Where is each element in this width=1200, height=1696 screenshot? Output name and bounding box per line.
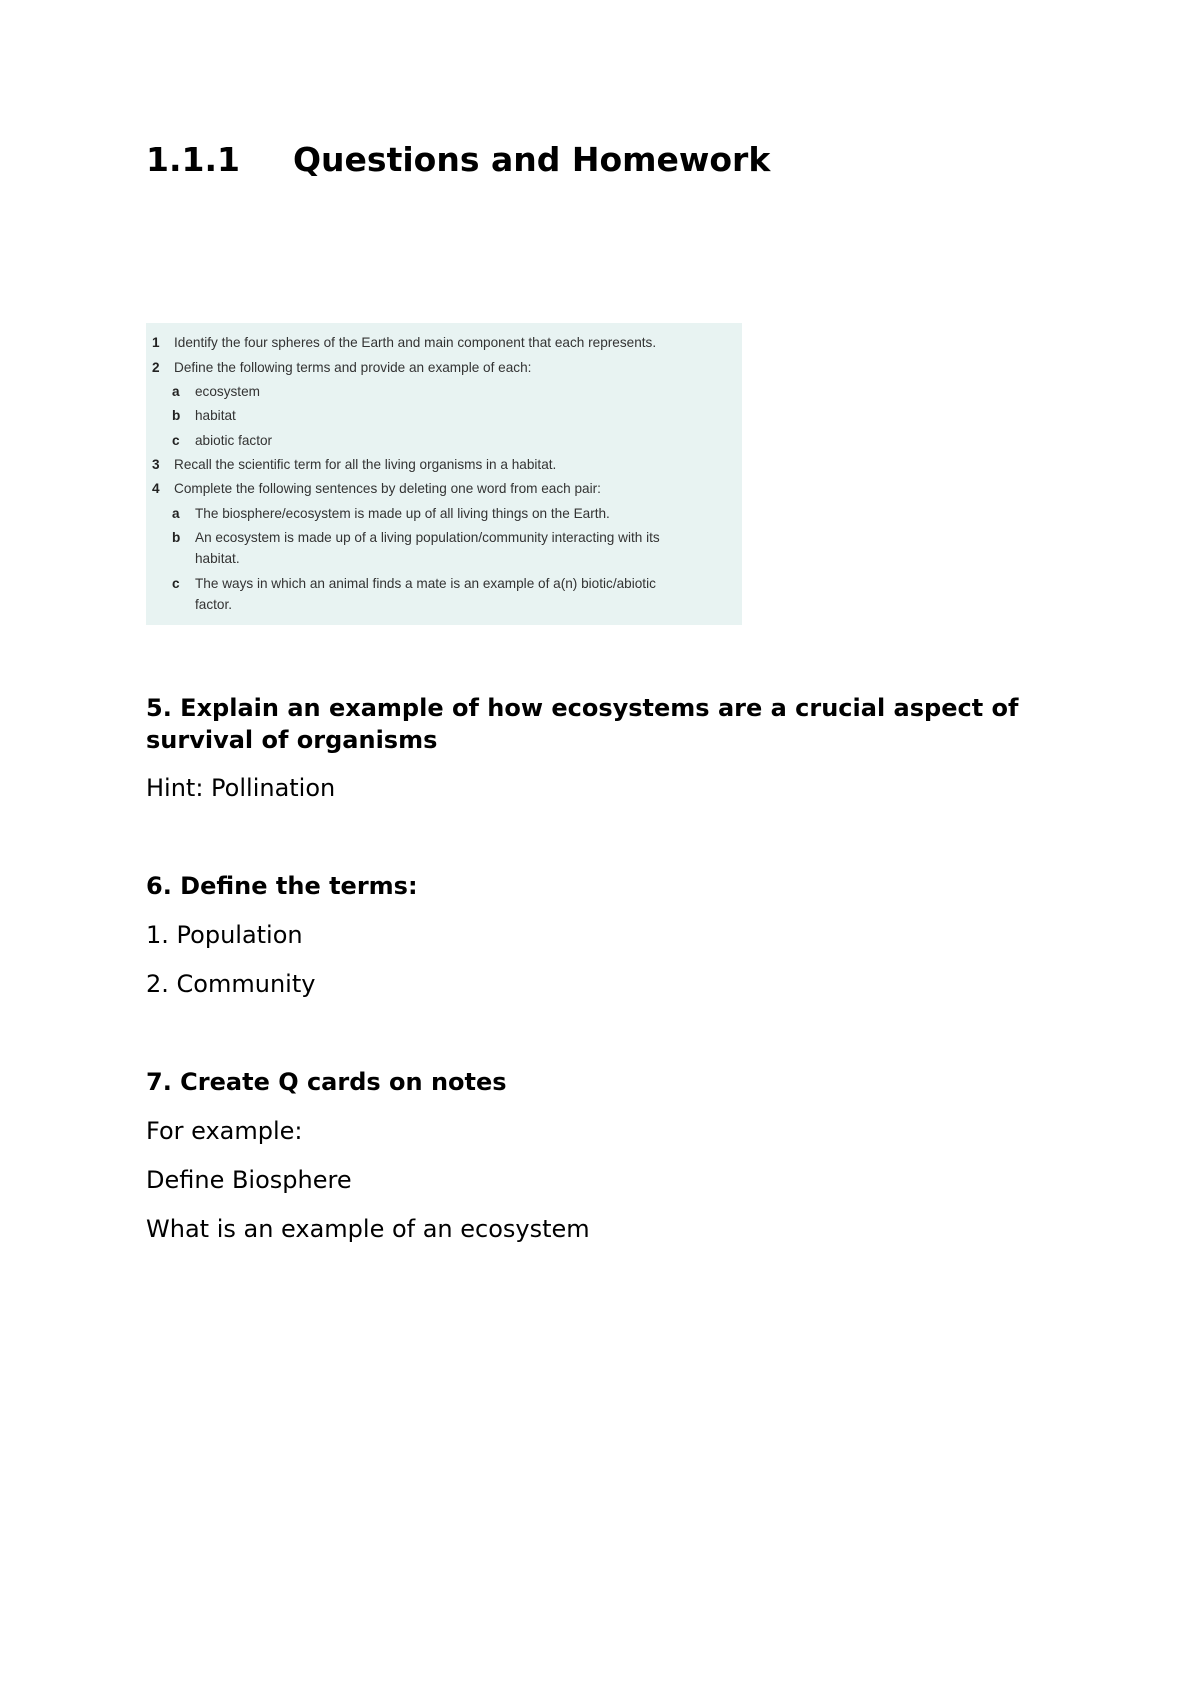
question-5-hint: Hint: Pollination: [146, 774, 336, 802]
textbook-question-marker: 2: [152, 360, 160, 375]
section-title: Questions and Homework: [293, 140, 771, 179]
textbook-question-text: factor.: [195, 597, 233, 612]
question-7-title: 7. Create Q cards on notes: [146, 1068, 507, 1096]
section-heading: [146, 140, 770, 179]
textbook-question-marker: 3: [152, 457, 160, 472]
textbook-question-text: The biosphere/ecosystem is made up of all living things on the Earth.: [195, 506, 610, 521]
textbook-questions-image: [146, 323, 742, 625]
question-6-item-community: 2. Community: [146, 970, 316, 998]
textbook-question-text: Identify the four spheres of the Earth and main component that each represents.: [174, 335, 657, 350]
textbook-question-text: An ecosystem is made up of a living population/community interacting with its: [195, 530, 660, 545]
textbook-question-text: habitat: [195, 408, 236, 423]
textbook-question-text: Recall the scientific term for all the living organisms in a habitat.: [174, 457, 557, 472]
textbook-question-marker: c: [172, 433, 180, 448]
question-7-line-ecosystem-example: What is an example of an ecosystem: [146, 1215, 590, 1243]
textbook-question-marker: b: [172, 408, 181, 423]
textbook-question-marker: a: [172, 384, 180, 399]
textbook-question-marker: c: [172, 576, 180, 591]
textbook-question-marker: b: [172, 530, 181, 545]
textbook-question-text: Define the following terms and provide an example of each:: [174, 360, 532, 375]
textbook-question-text: Complete the following sentences by deleting one word from each pair:: [174, 481, 601, 496]
textbook-question-text: abiotic factor: [195, 433, 273, 448]
question-7-line-for-example: For example:: [146, 1117, 303, 1145]
question-7-line-define-biosphere: Define Biosphere: [146, 1166, 352, 1194]
question-5-title: 5. Explain an example of how ecosystems are a crucial aspect of survival of organisms: [146, 694, 1019, 754]
textbook-question-text: ecosystem: [195, 384, 260, 399]
textbook-question-marker: 4: [152, 481, 160, 496]
question-6-title: 6. Define the terms:: [146, 872, 418, 900]
textbook-question-marker: a: [172, 506, 180, 521]
section-number: 1.1.1: [146, 140, 240, 179]
textbook-question-text: habitat.: [195, 551, 240, 566]
textbook-question-marker: 1: [152, 335, 160, 350]
question-6-item-population: 1. Population: [146, 921, 303, 949]
textbook-question-text: The ways in which an animal finds a mate is an example of a(n) biotic/abiotic: [195, 576, 656, 591]
